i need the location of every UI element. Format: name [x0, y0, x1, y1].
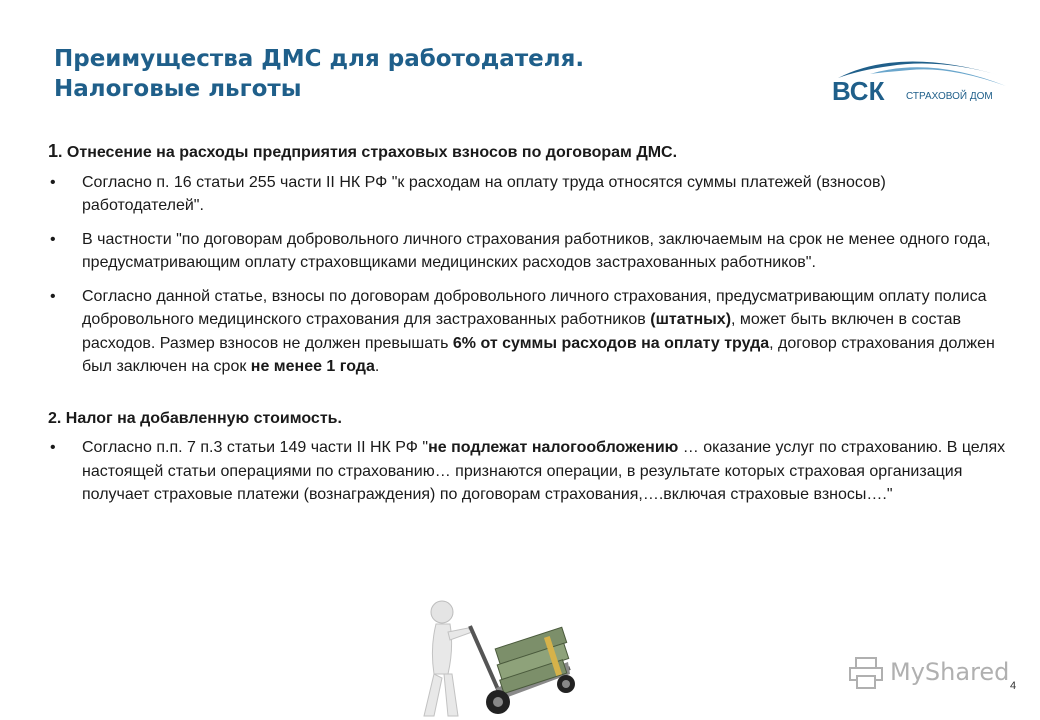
bullet-text: В частности "по договорам добровольного личного страхования работников, заключаемым на срок не менее одного года, предусматривающим оплату страховщиками медицинских расходов застрахованных работников". [82, 230, 991, 271]
bullet-marker: • [50, 173, 56, 191]
watermark-text: MyShared [890, 658, 1010, 686]
title-line-1: Преимущества ДМС для работодателя. [54, 46, 585, 72]
logo-sub: СТРАХОВОЙ ДОМ [906, 91, 993, 102]
section-1-heading-text: . Отнесение на расходы предприятия страховых взносов по договорам ДМС. [58, 144, 678, 161]
section-1-heading [48, 140, 1008, 165]
bullet-marker: • [50, 439, 56, 456]
list-item [48, 436, 1008, 507]
bullet-marker: • [50, 287, 56, 305]
title-line-2: Налоговые льготы [54, 76, 302, 102]
list-item [48, 285, 1008, 379]
figure-with-money-cart-illustration [400, 598, 600, 720]
bullet-marker: • [50, 230, 56, 248]
bold-text: не подлежат налогообложению [428, 439, 679, 456]
slide-body [48, 140, 1008, 517]
list-item [48, 228, 1008, 275]
list-item [48, 171, 1008, 218]
logo-brand: ВСК [832, 76, 885, 104]
bold-text: (штатных) [650, 311, 732, 328]
bullet-text: Согласно данной статье, взносы по договорам добровольного личного страхования, предусматривающим оплату полиса добровольного медицинского страхования для застрахованных работников (штатных), может быть включен в состав расходов. Размер взносов не должен превышать 6% от суммы расходов на оплату труда, договор страхования должен был заключен на срок не менее 1 года. [82, 287, 995, 375]
bold-text: не менее 1 года [250, 358, 375, 375]
printer-icon [848, 656, 884, 690]
bullet-text: Согласно п.п. 7 п.3 статьи 149 части II НК РФ "не подлежат налогообложению … оказание услуг по страхованию. В целях настоящей статьи операциями по страхованию… признаются операции, в результате которых страховая организация получает страховые платежи (вознаграждения) по договорам страхования,….включая страховые взносы…." [82, 439, 1006, 503]
bold-text: 6% от суммы расходов на оплату труда [452, 334, 770, 352]
slide-title [54, 44, 584, 104]
watermark [848, 654, 1008, 694]
page-number: 4 [1010, 680, 1017, 692]
section-2-heading: 2. Налог на добавленную стоимость. [48, 409, 342, 427]
bullet-text: Согласно п. 16 статьи 255 части II НК РФ "к расходам на оплату труда относятся суммы платежей (взносов) работодателей". [82, 173, 886, 214]
section-1-number: 1 [48, 141, 59, 161]
vsk-logo [830, 52, 1010, 104]
